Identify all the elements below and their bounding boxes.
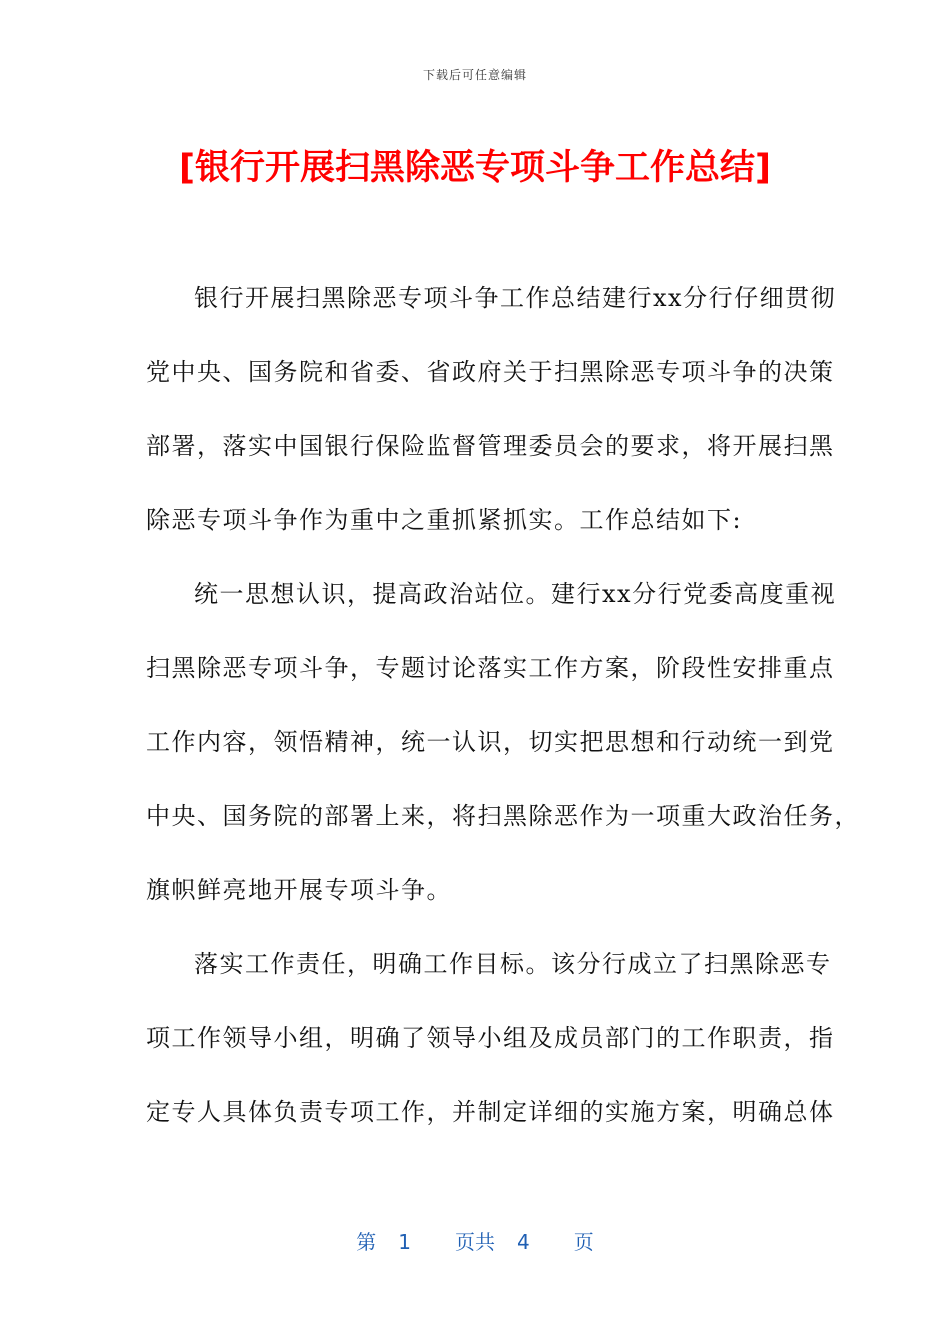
document-body [146,270,860,1158]
body-line: 统一思想认识，提高政治站位。建行xx分行党委高度重视 [194,580,837,608]
body-line: 部署，落实中国银行保险监督管理委员会的要求，将开展扫黑 [146,432,835,460]
body-line: 扫黑除恶专项斗争，专题讨论落实工作方案，阶段性安排重点 [146,654,835,682]
body-line: 项工作领导小组，明确了领导小组及成员部门的工作职责，指 [146,1024,835,1052]
body-line: 银行开展扫黑除恶专项斗争工作总结建行xx分行仔细贯彻 [194,284,837,312]
body-line: 定专人具体负责专项工作，并制定详细的实施方案，明确总体 [146,1098,835,1126]
page-footer [0,1226,950,1255]
page-current: 1 [398,1230,411,1254]
page-suffix: 页 [573,1230,594,1254]
body-line: 除恶专项斗争作为重中之重抓紧抓实。工作总结如下: [146,506,743,534]
body-line: 落实工作责任，明确工作目标。该分行成立了扫黑除恶专 [194,950,832,978]
body-line: 工作内容，领悟精神，统一认识，切实把思想和行动统一到党 [146,728,835,756]
body-line: 党中央、国务院和省委、省政府关于扫黑除恶专项斗争的决策 [146,358,835,386]
body-line: 旗帜鲜亮地开展专项斗争。 [146,876,452,904]
header-note: 下载后可任意编辑 [422,68,527,82]
document-title: [银行开展扫黑除恶专项斗争工作总结] [179,148,771,188]
page-middle: 页共 [455,1230,495,1254]
page-prefix: 第 [356,1230,377,1254]
page-total: 4 [517,1230,530,1254]
body-line: 中央、国务院的部署上来，将扫黑除恶作为一项重大政治任务， [146,802,860,830]
